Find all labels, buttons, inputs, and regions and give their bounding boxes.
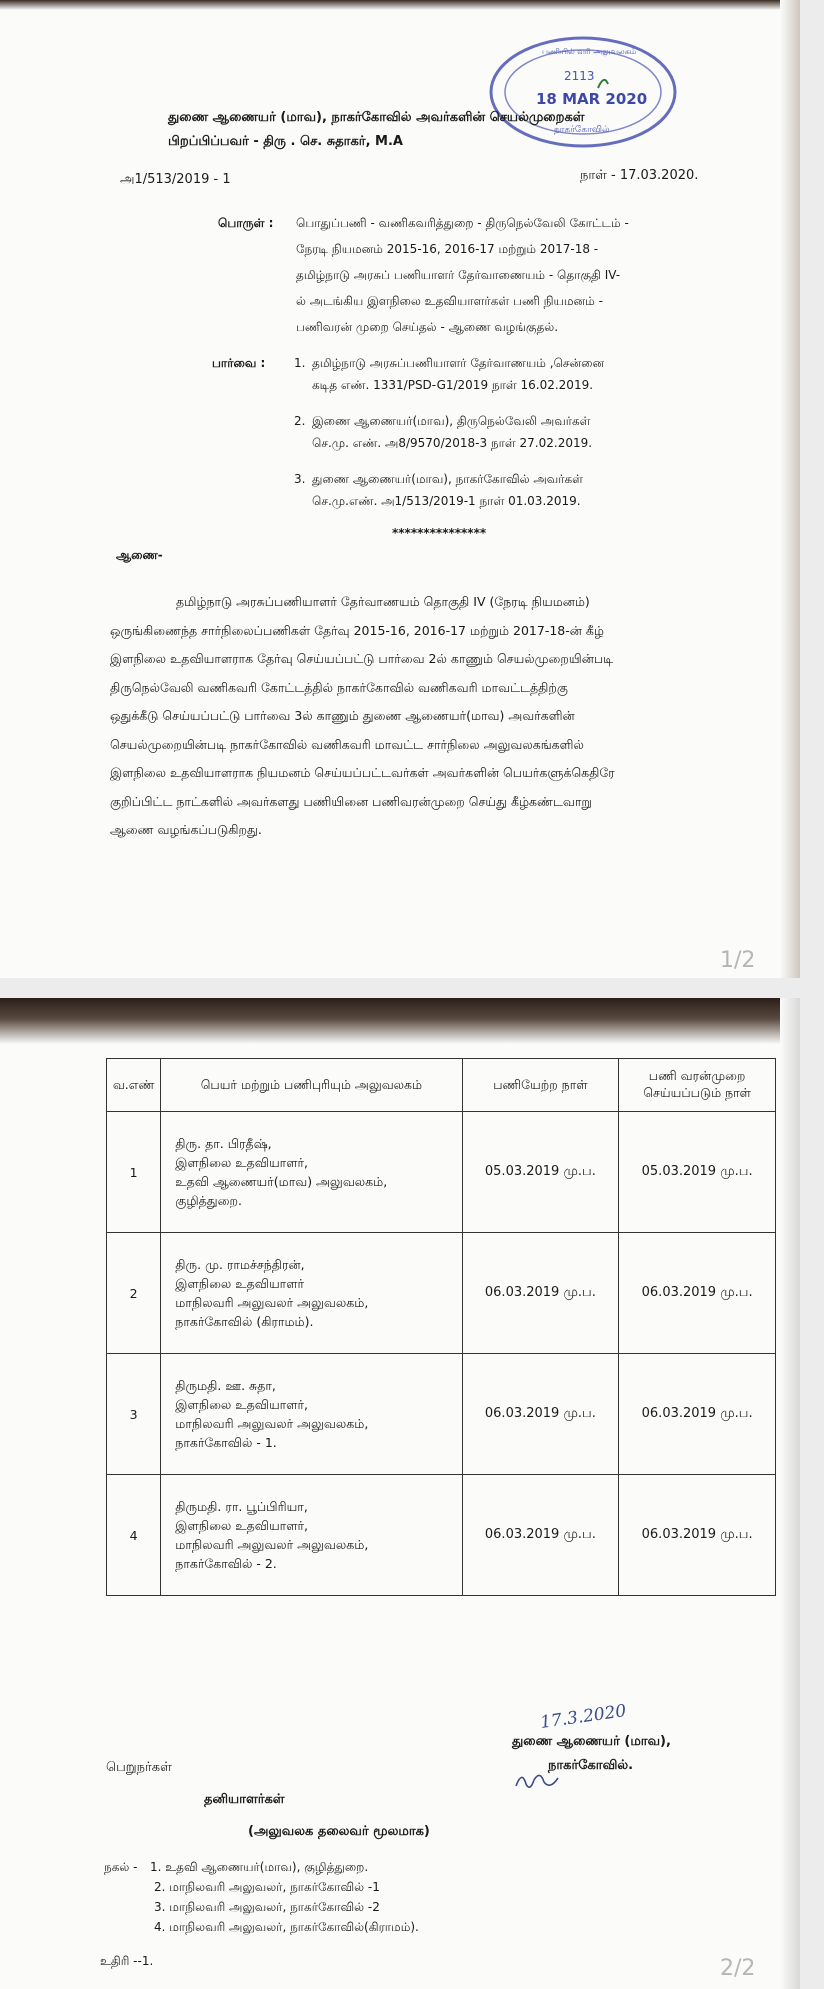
name-line: மாநிலவரி அலுவலர் அலுவலகம்,: [175, 1537, 369, 1552]
copy-item: 1. உதவி ஆணையர்(மாவ), குழித்துறை.: [150, 1860, 369, 1874]
reference-item-number: 3.: [294, 472, 306, 486]
joining-date: 06.03.2019 மு.ப.: [462, 1354, 619, 1475]
name-line: மாநிலவரி அலுவலர் அலுவலகம்,: [175, 1295, 369, 1310]
order-line: ஆணை வழங்கப்படுகிறது.: [110, 822, 262, 837]
regularisation-date: 06.03.2019 மு.ப.: [619, 1475, 776, 1596]
header-issuer: பிறப்பிப்பவர் - திரு . செ. சுதாகர், M.A: [168, 134, 403, 149]
subject-line: பொதுப்பணி - வணிகவரித்துறை - திருநெல்வேலி கோட்டம் -: [296, 216, 629, 230]
signatory-title: துணை ஆணையர் (மாவ),: [512, 1734, 671, 1749]
page-right-edge: [780, 998, 800, 1989]
page-top-shadow: [0, 0, 800, 10]
serial-number: 1: [107, 1112, 161, 1233]
reference-label: பார்வை :: [212, 356, 266, 370]
serial-number: 4: [107, 1475, 161, 1596]
copy-label: நகல் -: [104, 1860, 138, 1874]
name-office-cell: [161, 1233, 462, 1354]
name-line: நாகர்கோவில் (கிராமம்).: [175, 1314, 314, 1329]
name-line: மாநிலவரி அலுவலர் அலுவலகம்,: [175, 1416, 369, 1431]
page-indicator: 1/2: [720, 948, 756, 973]
reference-item-line: செ.மு. எண். அ8/9570/2018-3 நாள் 27.02.2019.: [312, 436, 593, 450]
page-top-shadow: [0, 998, 800, 1044]
table-row: [107, 1233, 776, 1354]
name-office-cell: [161, 1475, 462, 1596]
reference-item-line: தமிழ்நாடு அரசுப்பணியாளர் தேர்வாணயம் ,சென்னை: [312, 356, 605, 370]
serial-number: 3: [107, 1354, 161, 1475]
reference-item-line: செ.மு.எண். அ1/513/2019-1 நாள் 01.03.2019.: [312, 494, 581, 508]
spare-copy: உதிரி --1.: [100, 1954, 154, 1968]
handwritten-signature-date: 17.3.2020: [539, 1701, 628, 1733]
stamp-bottom-text: நாகர்கோவில்: [554, 125, 610, 135]
recipients-label: பெறுநர்கள்: [106, 1760, 172, 1775]
joining-date: 06.03.2019 மு.ப.: [462, 1233, 619, 1354]
serial-number: 2: [107, 1233, 161, 1354]
table-header-row: [107, 1059, 776, 1112]
column-header-joining-date: பணியேற்ற நாள்: [462, 1059, 619, 1112]
separator-stars: ***************: [392, 526, 487, 540]
name-line: நாகர்கோவில் - 1.: [175, 1435, 277, 1450]
office-received-stamp: [480, 28, 686, 156]
page-right-edge: [780, 0, 800, 978]
order-line: இளநிலை உதவியாளராக தேர்வு செய்யப்பட்டு பார்வை 2ல் காணும் செயல்முறையின்படி: [110, 651, 614, 666]
stamp-top-text: பணியில் வரி அலுவலகம்: [542, 47, 637, 56]
subject-line: பணிவரன் முறை செய்தல் - ஆணை வழங்குதல்.: [296, 320, 559, 334]
regularisation-date: 06.03.2019 மு.ப.: [619, 1233, 776, 1354]
regularisation-table: [106, 1058, 776, 1596]
column-header-serial: வ.எண்: [107, 1059, 161, 1112]
document-page-1: [0, 0, 800, 978]
order-line: திருநெல்வேலி வணிகவரி கோட்டத்தில் நாகர்கோவில் வணிகவரி மாவட்டத்திற்கு: [110, 679, 568, 695]
joining-date: 05.03.2019 மு.ப.: [462, 1112, 619, 1233]
order-line: குறிப்பிட்ட நாட்களில் அவர்களது பணியினை பணிவரன்முறை செய்து கீழ்கண்டவாறு: [110, 793, 592, 809]
table-row: [107, 1354, 776, 1475]
order-line: ஒருங்கிணைந்த சார்நிலைப்பணிகள் தேர்வு 2015-16, 2016-17 மற்றும் 2017-18-ன் கீழ்: [110, 622, 604, 638]
reference-number: அ1/513/2019 - 1: [120, 172, 231, 187]
name-line: உதவி ஆணையர்(மாவ) அலுவலகம்,: [175, 1174, 388, 1189]
name-line: திருமதி. ரா. பூப்பிரியா,: [175, 1499, 308, 1514]
document-date: நாள் - 17.03.2020.: [580, 168, 699, 183]
column-header-name-office: பெயர் மற்றும் பணிபுரியும் அலுவலகம்: [161, 1059, 462, 1112]
reference-item-number: 1.: [294, 356, 306, 370]
page-indicator: 2/2: [720, 1956, 756, 1981]
order-line: ஒதுக்கீடு செய்யப்பட்டு பார்வை 3ல் காணும் துணை ஆணையர்(மாவ) அவர்களின்: [110, 708, 575, 723]
name-line: திருமதி. ஊ. சுதா,: [175, 1378, 276, 1393]
copy-item: 2. மாநிலவரி அலுவலர், நாகர்கோவில் -1: [154, 1880, 380, 1894]
reference-item-number: 2.: [294, 414, 306, 428]
name-line: இளநிலை உதவியாளர்: [175, 1276, 305, 1291]
order-label: ஆணை-: [116, 548, 163, 562]
header-title: துணை ஆணையர் (மாவ), நாகர்கோவில் அவர்களின் செயல்முறைகள்: [168, 110, 585, 125]
regularisation-date: 05.03.2019 மு.ப.: [619, 1112, 776, 1233]
table-row: [107, 1112, 776, 1233]
recipients: தனியாளர்கள்: [204, 1792, 285, 1807]
reference-item-line: கடித எண். 1331/PSD-G1/2019 நாள் 16.02.2019.: [312, 378, 594, 392]
order-line: இளநிலை உதவியாளராக நியமனம் செய்யப்பட்டவர்கள் அவர்களின் பெயர்களுக்கெதிரே: [110, 765, 615, 780]
regularisation-date: 06.03.2019 மு.ப.: [619, 1354, 776, 1475]
name-line: திரு. தா. பிரதீஷ்,: [175, 1136, 272, 1151]
handwritten-initials: [512, 1766, 572, 1796]
name-office-cell: [161, 1112, 462, 1233]
copy-item: 3. மாநிலவரி அலுவலர், நாகர்கோவில் -2: [154, 1900, 380, 1914]
subject-line: ல் அடங்கிய இளநிலை உதவியாளர்கள் பணி நியமனம் -: [296, 294, 603, 308]
via-line: (அலுவலக தலைவர் மூலமாக): [248, 1824, 430, 1839]
stamp-number: 2113: [564, 69, 595, 83]
subject-label: பொருள் :: [218, 216, 274, 230]
order-paragraph: [110, 588, 680, 845]
name-line: இளநிலை உதவியாளர்,: [175, 1397, 308, 1412]
column-header-regularisation-date: பணி வரன்முறை செய்யப்படும் நாள்: [619, 1059, 776, 1112]
name-office-cell: [161, 1354, 462, 1475]
reference-item-line: இணை ஆணையர்(மாவ), திருநெல்வேலி அவர்கள்: [312, 414, 591, 428]
copy-item: 4. மாநிலவரி அலுவலர், நாகர்கோவில்(கிராமம்).: [154, 1920, 419, 1934]
stamp-date: 18 MAR 2020: [536, 90, 648, 108]
table-row: [107, 1475, 776, 1596]
name-line: நாகர்கோவில் - 2.: [175, 1556, 277, 1571]
signatory-place: நாகர்கோவில்.: [548, 1758, 634, 1773]
name-line: திரு. மு. ராமச்சந்திரன்,: [175, 1257, 305, 1272]
name-line: இளநிலை உதவியாளர்,: [175, 1155, 308, 1170]
name-line: குழித்துறை.: [175, 1193, 242, 1208]
reference-item-line: துணை ஆணையர்(மாவ), நாகர்கோவில் அவர்கள்: [312, 472, 584, 486]
joining-date: 06.03.2019 மு.ப.: [462, 1475, 619, 1596]
subject-line: நேரடி நியமனம் 2015-16, 2016-17 மற்றும் 2017-18 -: [296, 242, 599, 256]
order-line: செயல்முறையின்படி நாகர்கோவில் வணிகவரி மாவட்ட சார்நிலை அலுவலகங்களில்: [110, 736, 584, 752]
order-line: தமிழ்நாடு அரசுப்பணியாளர் தேர்வாணயம் தொகுதி IV (நேரடி நியமனம்): [176, 594, 590, 609]
name-line: இளநிலை உதவியாளர்,: [175, 1518, 308, 1533]
subject-line: தமிழ்நாடு அரசுப் பணியாளர் தேர்வாணையம் - தொகுதி IV-: [296, 268, 621, 282]
